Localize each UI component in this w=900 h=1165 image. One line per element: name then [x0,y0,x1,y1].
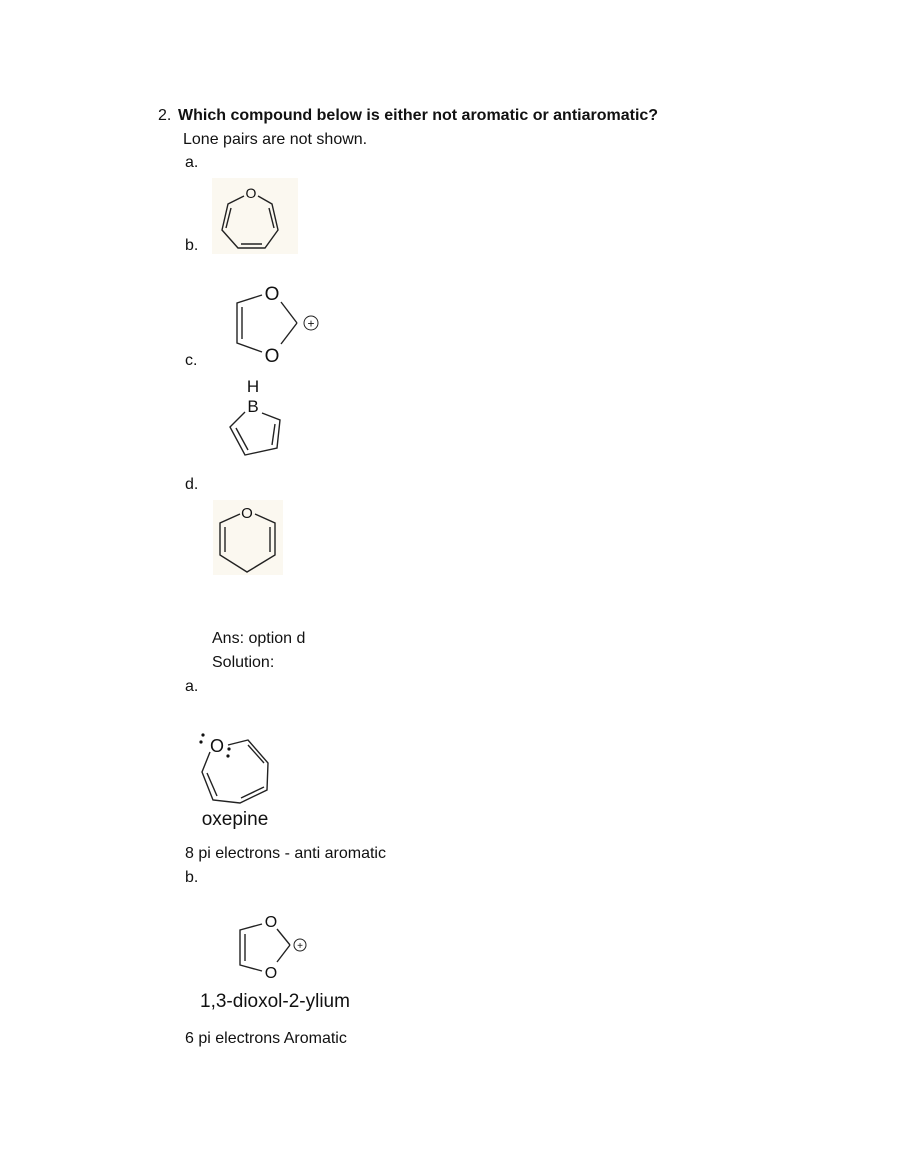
solution-label: Solution: [212,654,275,671]
solution-b-structure [200,914,350,1012]
lone-pair-dot [227,747,230,750]
question-text: Which compound below is either not aromatic or antiaromatic? [178,107,659,124]
solution-b-explanation: 6 pi electrons Aromatic [185,1030,347,1047]
solution-a-structure [199,733,268,830]
lone-pair-dot [199,740,202,743]
option-d-structure [213,500,283,575]
atom-label: O [241,505,253,522]
solution-b-label: b. [185,869,199,886]
option-c-structure [230,377,280,455]
atom-label: O [264,346,280,367]
option-b-structure [237,284,318,367]
option-b-label: b. [185,237,199,254]
structure-name: 1,3-dioxol-2-ylium [200,991,350,1012]
atom-label: O [209,736,225,756]
atom-label: O [264,965,278,982]
option-c-label: c. [185,352,198,369]
option-a-structure [212,178,298,254]
solution-a-explanation: 8 pi electrons - anti aromatic [185,845,386,862]
lone-pair-dot [201,733,204,736]
option-a-label: a. [185,154,199,171]
atom-label: O [264,284,280,305]
question-note: Lone pairs are not shown. [183,131,368,148]
atom-label: O [245,185,257,201]
atom-label: B [247,397,259,416]
structure-name: oxepine [201,809,269,830]
lone-pair-dot [226,754,229,757]
answer-text: Ans: option d [212,630,306,647]
atom-label: O [264,914,278,931]
question-number: 2. [158,107,172,124]
charge-label: + [307,316,315,331]
atom-label: H [246,377,260,396]
option-d-label: d. [185,476,199,493]
charge-label: + [297,941,303,952]
solution-a-label: a. [185,678,199,695]
